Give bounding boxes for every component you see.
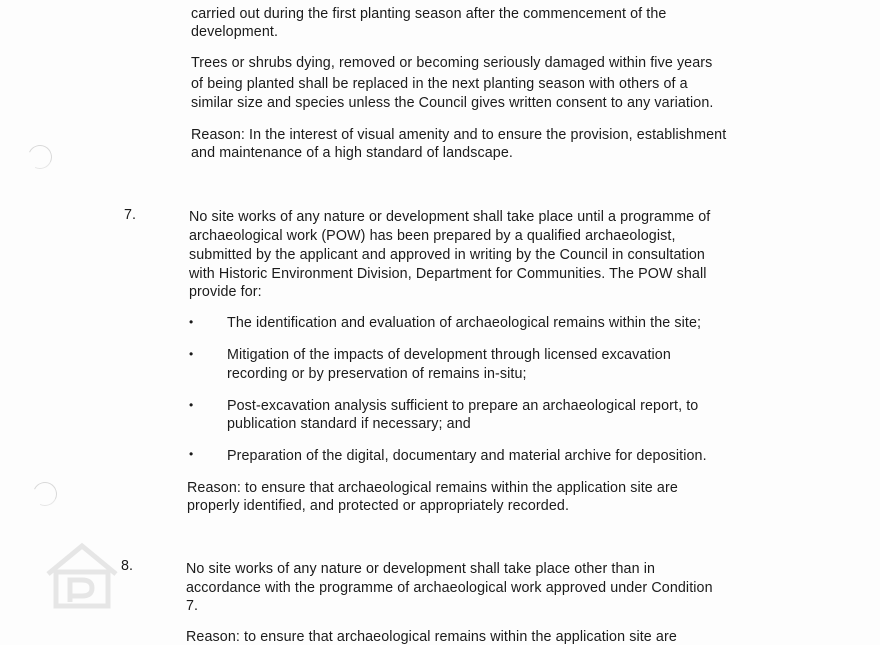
condition-body-line: No site works of any nature or development shall take place other than in (186, 561, 656, 577)
reason-line: Reason: In the interest of visual amenity and to ensure the provision, establishment (191, 127, 727, 143)
condition-body-line: accordance with the programme of archaeological work approved under Condition (186, 580, 713, 596)
condition-body-line: submitted by the applicant and approved in writing by the Council in consultation (189, 247, 705, 263)
condition-body-line: with Historic Environment Division, Department for Communities. The POW shall (189, 266, 707, 282)
bullet-marker: • (189, 398, 194, 412)
bullet-line: recording or by preservation of remains in-situ; (227, 366, 527, 382)
text-line: carried out during the first planting season after the commencement of the (191, 6, 667, 22)
reason-line: properly identified, and protected or appropriately recorded. (187, 498, 570, 514)
bullet-marker: • (189, 347, 194, 361)
bullet-marker: • (189, 315, 194, 329)
text-line: development. (191, 24, 279, 40)
reason-line: Reason: to ensure that archaeological remains within the application site are (187, 480, 678, 496)
watermark-logo (42, 540, 122, 610)
text-line: similar size and species unless the Council gives written consent to any variation. (191, 95, 714, 111)
condition-body-line: No site works of any nature or development shall take place until a programme of (189, 209, 711, 225)
bullet-line: The identification and evaluation of archaeological remains within the site; (227, 315, 702, 331)
condition-number: 7. (124, 207, 136, 223)
reason-line: Reason: to ensure that archaeological remains within the application site are (186, 629, 677, 645)
text-line: Trees or shrubs dying, removed or becoming seriously damaged within five years (191, 55, 713, 71)
hole-punch-mark-bottom (30, 479, 61, 510)
condition-body-line: archaeological work (POW) has been prepared by a qualified archaeologist, (189, 228, 676, 244)
bullet-line: Preparation of the digital, documentary and material archive for deposition. (227, 448, 707, 464)
bullet-line: Mitigation of the impacts of development through licensed excavation (227, 347, 671, 363)
condition-body-line: provide for: (189, 284, 262, 300)
bullet-line: publication standard if necessary; and (227, 416, 471, 432)
condition-number: 8. (121, 558, 133, 574)
condition-body-line: 7. (186, 598, 199, 614)
bullet-line: Post-excavation analysis sufficient to prepare an archaeological report, to (227, 398, 699, 414)
hole-punch-mark-top (25, 142, 56, 173)
text-line: of being planted shall be replaced in the next planting season with others of a (191, 76, 688, 92)
bullet-marker: • (189, 447, 194, 461)
reason-line: and maintenance of a high standard of landscape. (191, 145, 513, 161)
